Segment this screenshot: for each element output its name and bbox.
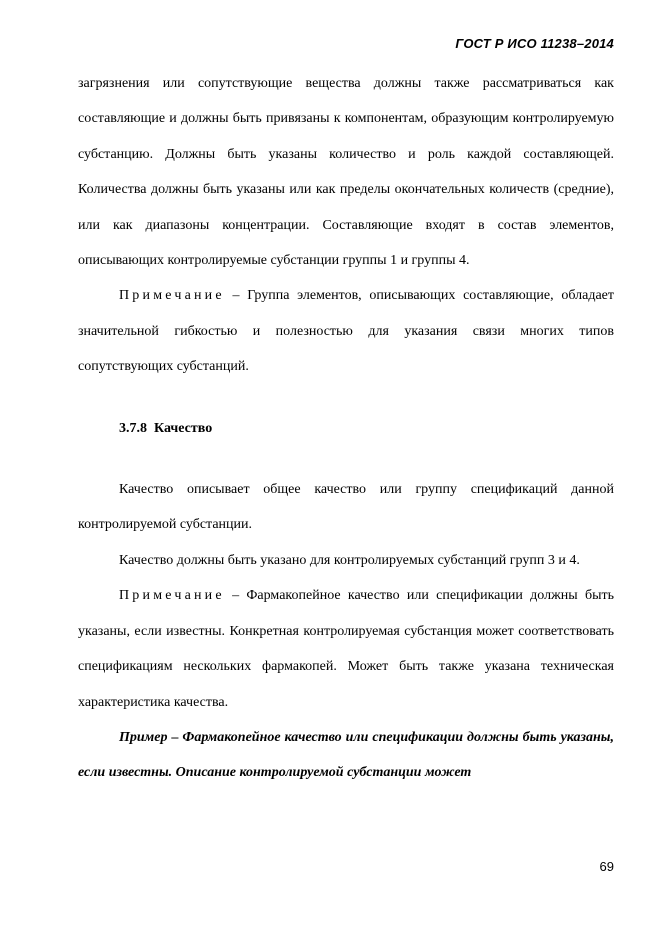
note-label: Примечание	[119, 288, 225, 304]
note-text: – Группа элементов, описывающих составляющие, обладает значительной гибкостью и полезностью для указания связи многих типов сопутствующих субстанций.	[78, 288, 614, 375]
paragraph-continuation: загрязнения или сопутствующие вещества должны также рассматриваться как составляющие и должны быть привязаны к компонентам, образующим контролируемую субстанцию. Должны быть указаны количество и роль каждой составляющей. Количества должны быть указаны или как пределы окончательных количеств (средние), или как диапазоны концентрации. Составляющие входят в состав элементов, описывающих контролируемые субстанции группы 1 и группы 4.	[78, 76, 614, 269]
page-number: 69	[599, 859, 614, 874]
section-title: Качество	[154, 420, 213, 436]
section-number: 3.7.8	[119, 420, 147, 436]
page-header-standard-id: ГОСТ Р ИСО 11238–2014	[455, 36, 614, 51]
section-heading	[78, 411, 614, 446]
note-text: – Фармакопейное качество или спецификации должны быть указаны, если известны. Конкретная контролируемая субстанция может соответствовать спецификациям нескольких фармакопей. Может быть также указана техническая характеристика качества.	[78, 588, 614, 710]
note-components	[78, 278, 614, 384]
example-text: Пример – Фармакопейное качество или спецификации должны быть указаны, если известны. Описание контролируемой субстанции может	[78, 729, 614, 781]
paragraph-quality-definition: Качество описывает общее качество или группу спецификаций данной контролируемой субстанции.	[78, 482, 614, 533]
paragraph-quality-requirement: Качество должны быть указано для контролируемых субстанций групп 3 и 4.	[119, 552, 580, 568]
note-quality	[78, 578, 614, 720]
note-label: Примечание	[119, 588, 225, 604]
document-body	[78, 66, 614, 791]
